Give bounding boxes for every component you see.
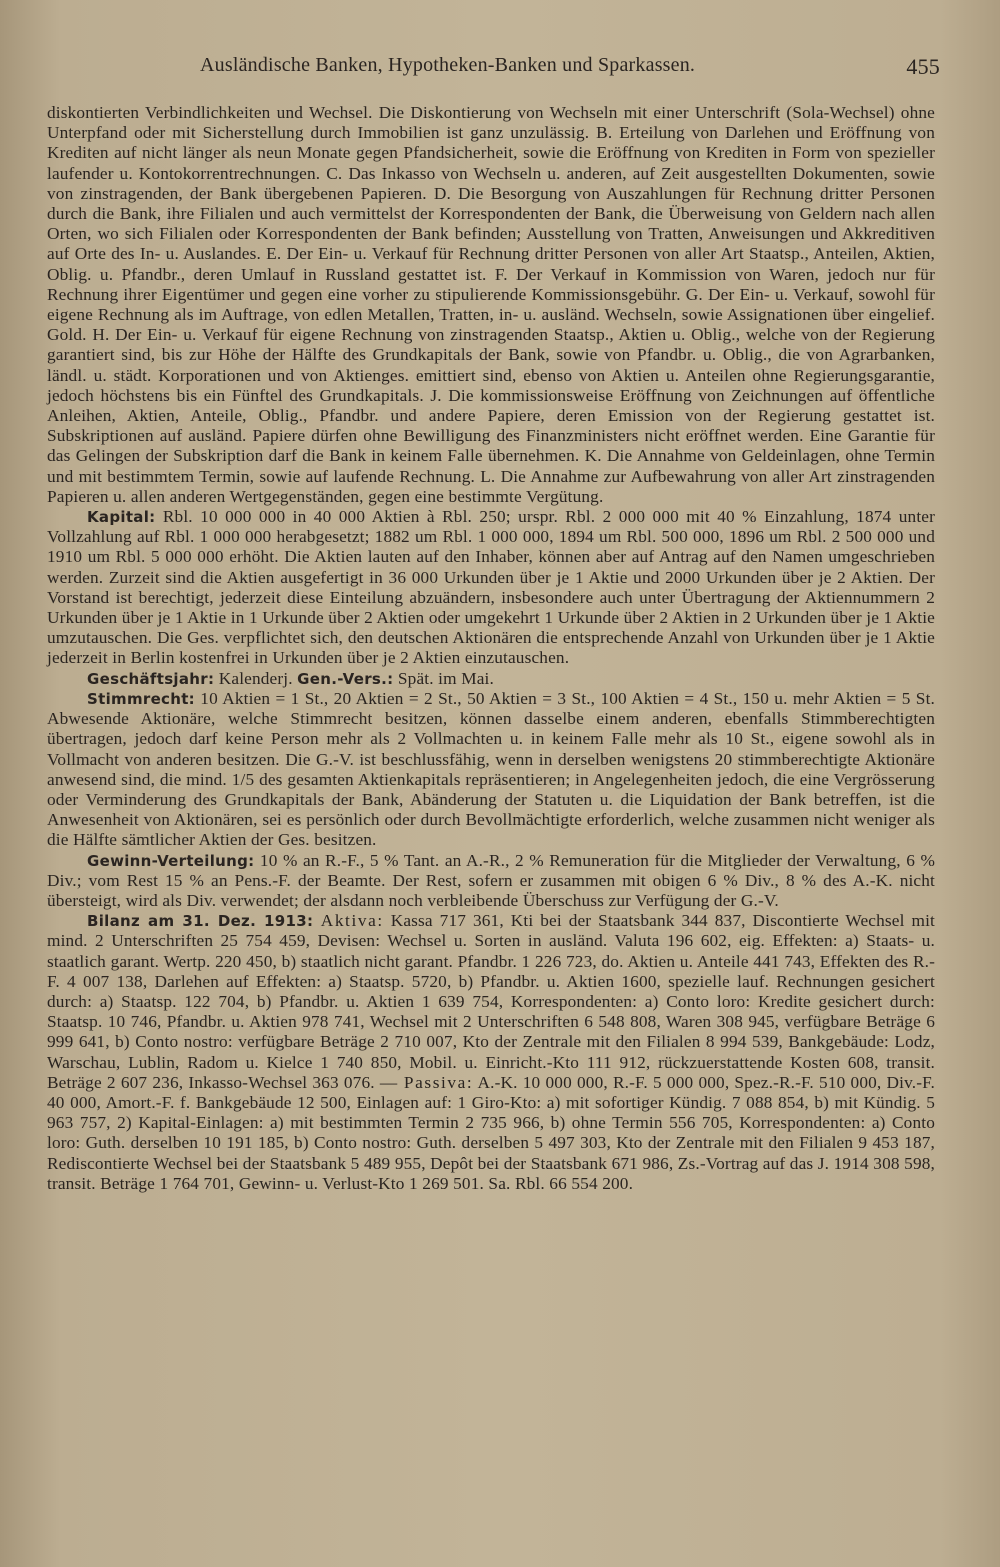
gewinn-label: Gewinn-Verteilung: [87, 851, 255, 870]
paragraph-kapital [47, 507, 935, 669]
bilanz-label: Bilanz am 31. Dez. 1913: [87, 912, 314, 931]
kapital-text: Rbl. 10 000 000 in 40 000 Aktien à Rbl. 250; urspr. Rbl. 2 000 000 mit 40 % Einzahlung, 1874 unter Vollzahlung auf Rbl. 1 000 000 herabgesetzt; 1882 um Rbl. 1 000 000, 1894 um Rbl. 500 000, 1896 um Rbl. 2 500 000 und 1910 um Rbl. 5 000 000 erhöht. Die Aktien lauten auf den Inhaber, können aber auf Antrag auf den Namen umgeschrieben werden. Zurzeit sind die Aktien ausgefertigt in 36 000 Urkunden über je 1 Aktie und 2000 Urkunden über je 2 Aktien. Der Vorstand ist berechtigt, jederzeit diese Einteilung abzuändern, insbesondere auch unter Übertragung der Aktiennummern 2 Urkunden über je 1 Aktie in 1 Urkunde über 2 Aktien oder umgekehrt 1 Urkunde über 2 Aktien in 2 Urkunden über je 1 Aktie umzutauschen. Die Ges. verpflichtet sich, den deutschen Aktionären die entsprechende Anzahl von Urkunden über je 1 Aktie jederzeit in Berlin kostenfrei in Urkunden über je 2 Aktien einzutauschen. [47, 507, 935, 668]
paragraph-geschaeftsjahr [47, 669, 935, 689]
stimmrecht-label: Stimmrecht: [87, 689, 195, 708]
gen-vers-label: Gen.-Vers.: [297, 669, 394, 688]
bilanz-passiva-text: A.-K. 10 000 000, R.-F. 5 000 000, Spez.-R.-F. 510 000, Div.-F. 40 000, Amort.-F. f. Bankgebäude 12 500, Einlagen auf: 1 Giro-Kto: a) mit sofortiger Kündig. 7 088 854, b) mit Kündig. 5 963 757, 2) Kapital-Einlagen: a) mit bestimmten Termin 2 735 966, b) ohne Termin 556 705, Korrespondenten: a) Conto loro: Guth. derselben 10 191 185, b) Conto nostro: Guth. derselben 5 497 303, Kto der Zentrale mit den Filialen 9 453 187, Rediscontierte Wechsel bei der Staatsbank 5 489 955, Depôt bei der Staatsbank 671 986, Zs.-Vortrag auf das J. 1914 308 598, transit. Beträge 1 764 701, Gewinn- u. Verlust-Kto 1 269 501. Sa. Rbl. 66 554 200. [47, 1072, 935, 1193]
running-header [200, 54, 940, 77]
paragraph-gewinn-verteilung [47, 851, 935, 912]
gen-vers-text: Spät. im Mai. [393, 668, 494, 688]
document-body [47, 103, 935, 1194]
aktiva-label: Aktiva: [313, 911, 384, 931]
stimmrecht-text: 10 Aktien = 1 St., 20 Aktien = 2 St., 50 Aktien = 3 St., 100 Aktien = 4 St., 150 u. mehr Aktien = 5 St. Abwesende Aktionäre, welche Stimmrecht besitzen, können dasselbe einem anderen, ebenfalls Stimmberechtigten übertragen, jedoch darf keine Person mehr als 2 Vollmachten u. in keinem Falle mehr als 10 St., eigene sowohl als in Vollmacht von anderen besitzen. Die G.-V. ist beschlussfähig, wenn in derselben wenigstens 20 stimmberechtigte Aktionäre anwesend sind, die mind. 1/5 des gesamten Aktienkapitals repräsentieren; in Angelegenheiten jedoch, die eine Vergrösserung oder Verminderung des Grundkapitals der Bank, Abänderung der Statuten u. die Liquidation der Bank betreffen, ist die Anwesenheit von Aktionären, sei es persönlich oder durch Bevollmächtigte erforderlich, welche zusammen nicht weniger als die Hälfte sämtlicher Aktien der Ges. besitzen. [47, 688, 935, 850]
paragraph-stimmrecht [47, 689, 935, 851]
page-number: 455 [906, 54, 940, 79]
paragraph-bilanz [47, 911, 935, 1194]
geschaeftsjahr-label: Geschäftsjahr: [87, 669, 215, 688]
header-title: Ausländische Banken, Hypotheken-Banken und Sparkassen. [200, 54, 696, 76]
gewinn-text: 10 % an R.-F., 5 % Tant. an A.-R., 2 % Remuneration für die Mitglieder der Verwaltung, 6 % Div.; vom Rest 15 % an Pens.-F. der Beamte. Der Rest, sofern er zusammen mit obigen 6 % Div., 8 % des A.-K. nicht übersteigt, wird als Div. verwendet; der alsdann noch verbleibende Überschuss zur Verfügung der G.-V. [47, 850, 935, 910]
kapital-label: Kapital: [87, 508, 156, 527]
passiva-label: Passiva: [397, 1072, 474, 1092]
bilanz-aktiva-text: Kassa 717 361, Kti bei der Staatsbank 344 837, Discontierte Wechsel mit mind. 2 Unterschriften 25 754 459, Devisen: Wechsel u. Sorten in ausländ. Valuta 196 602, eig. Effekten: a) Staats- u. staatlich garant. Wertp. 220 450, b) staatlich nicht garant. Pfandbr. 1 226 723, do. Aktien u. Anteile 441 743, Effekten des R.-F. 4 007 138, Darlehen auf Effekten: a) Staatsp. 5720, b) Pfandbr. u. Aktien 1600, spezielle lauf. Rechnungen gesichert durch: a) Staatsp. 122 704, b) Pfandbr. u. Aktien 1 639 754, Korrespondenten: a) Conto loro: Kredite gesichert durch: Staatsp. 10 746, Pfandbr. u. Aktien 978 741, Wechsel mit 2 Unterschriften 6 548 808, Waren 308 945, verfügbare Beträge 6 999 641, b) Conto nostro: verfügbare Beträge 2 710 007, Kto der Zentrale mit den Filialen 8 994 539, Bankgebäude: Lodz, Warschau, Lublin, Radom u. Kielce 1 740 850, Mobil. u. Einricht.-Kto 111 912, rückzuerstattende Kosten 608, transit. Beträge 2 607 236, Inkasso-Wechsel 363 076. — [47, 911, 935, 1092]
geschaeftsjahr-text: Kalenderj. [214, 668, 298, 688]
paragraph-business-scope: diskontierten Verbindlichkeiten und Wechsel. Die Diskontierung von Wechseln mit einer Unterschrift (Sola-Wechsel) ohne Unterpfand oder mit Sicherstellung durch Immobilien ist ganz unzulässig. B. Erteilung von Darlehen und Eröffnung von Krediten auf nicht länger als neun Monate gegen Pfandsicherheit, sowie die Eröffnung von Krediten in Form von spezieller laufender u. Kontokorrentrechnungen. C. Das Inkasso von Wechseln u. anderen, auf Zeit ausgestellten Dokumenten, sowie von zinstragenden, der Bank übergebenen Papieren. D. Die Besorgung von Auszahlungen für Rechnung dritter Personen durch die Bank, ihre Filialen und auch vermittelst der Korrespondenten der Bank, die Überweisung von Geldern nach allen Orten, wo sich Filialen oder Korrespondenten der Bank befinden; Ausstellung von Tratten, Anweisungen und Akkreditiven auf Orte des In- u. Auslandes. E. Der Ein- u. Verkauf für Rechnung dritter Personen von aller Art Staatsp., Anteilen, Aktien, Oblig. u. Pfandbr., deren Umlauf in Russland gestattet ist. F. Der Verkauf in Kommission von Waren, jedoch nur für Rechnung ihrer Eigentümer und gegen eine vorher zu stipulierende Kommissionsgebühr. G. Der Ein- u. Verkauf, sowohl für eigene Rechnung als im Auftrage, von edlen Metallen, Tratten, in- u. ausländ. Wechseln, sowie Assignationen über eingelief. Gold. H. Der Ein- u. Verkauf für eigene Rechnung von zinstragenden Staatsp., Aktien u. Oblig., welche von der Regierung garantiert sind, bis zur Höhe der Hälfte des Grundkapitals der Bank, sowie von Pfandbr. u. Oblig., die von Agrarbanken, ländl. u. städt. Korporationen und von Aktienges. emittiert sind, ebenso von Aktien u. Anteilen ohne Regierungsgarantie, jedoch höchstens bis ein Fünftel des Grundkapitals. J. Die kommissionsweise Eröffnung von Zeichnungen auf öffentliche Anleihen, Aktien, Anteile, Oblig., Pfandbr. und andere Papiere, deren Emission von der Regierung gestattet ist. Subskriptionen auf ausländ. Papiere dürfen ohne Bewilligung des Finanzministers nicht eröffnet werden. Eine Garantie für das Gelingen der Subskription darf die Bank in keinem Falle übernehmen. K. Die Annahme von Geldeinlagen, ohne Termin und mit bestimmtem Termin, sowie auf laufende Rechnung. L. Die Annahme zur Aufbewahrung von aller Art zinstragenden Papieren u. allen anderen Wertgegenständen, gegen eine bestimmte Vergütung. [47, 103, 935, 506]
